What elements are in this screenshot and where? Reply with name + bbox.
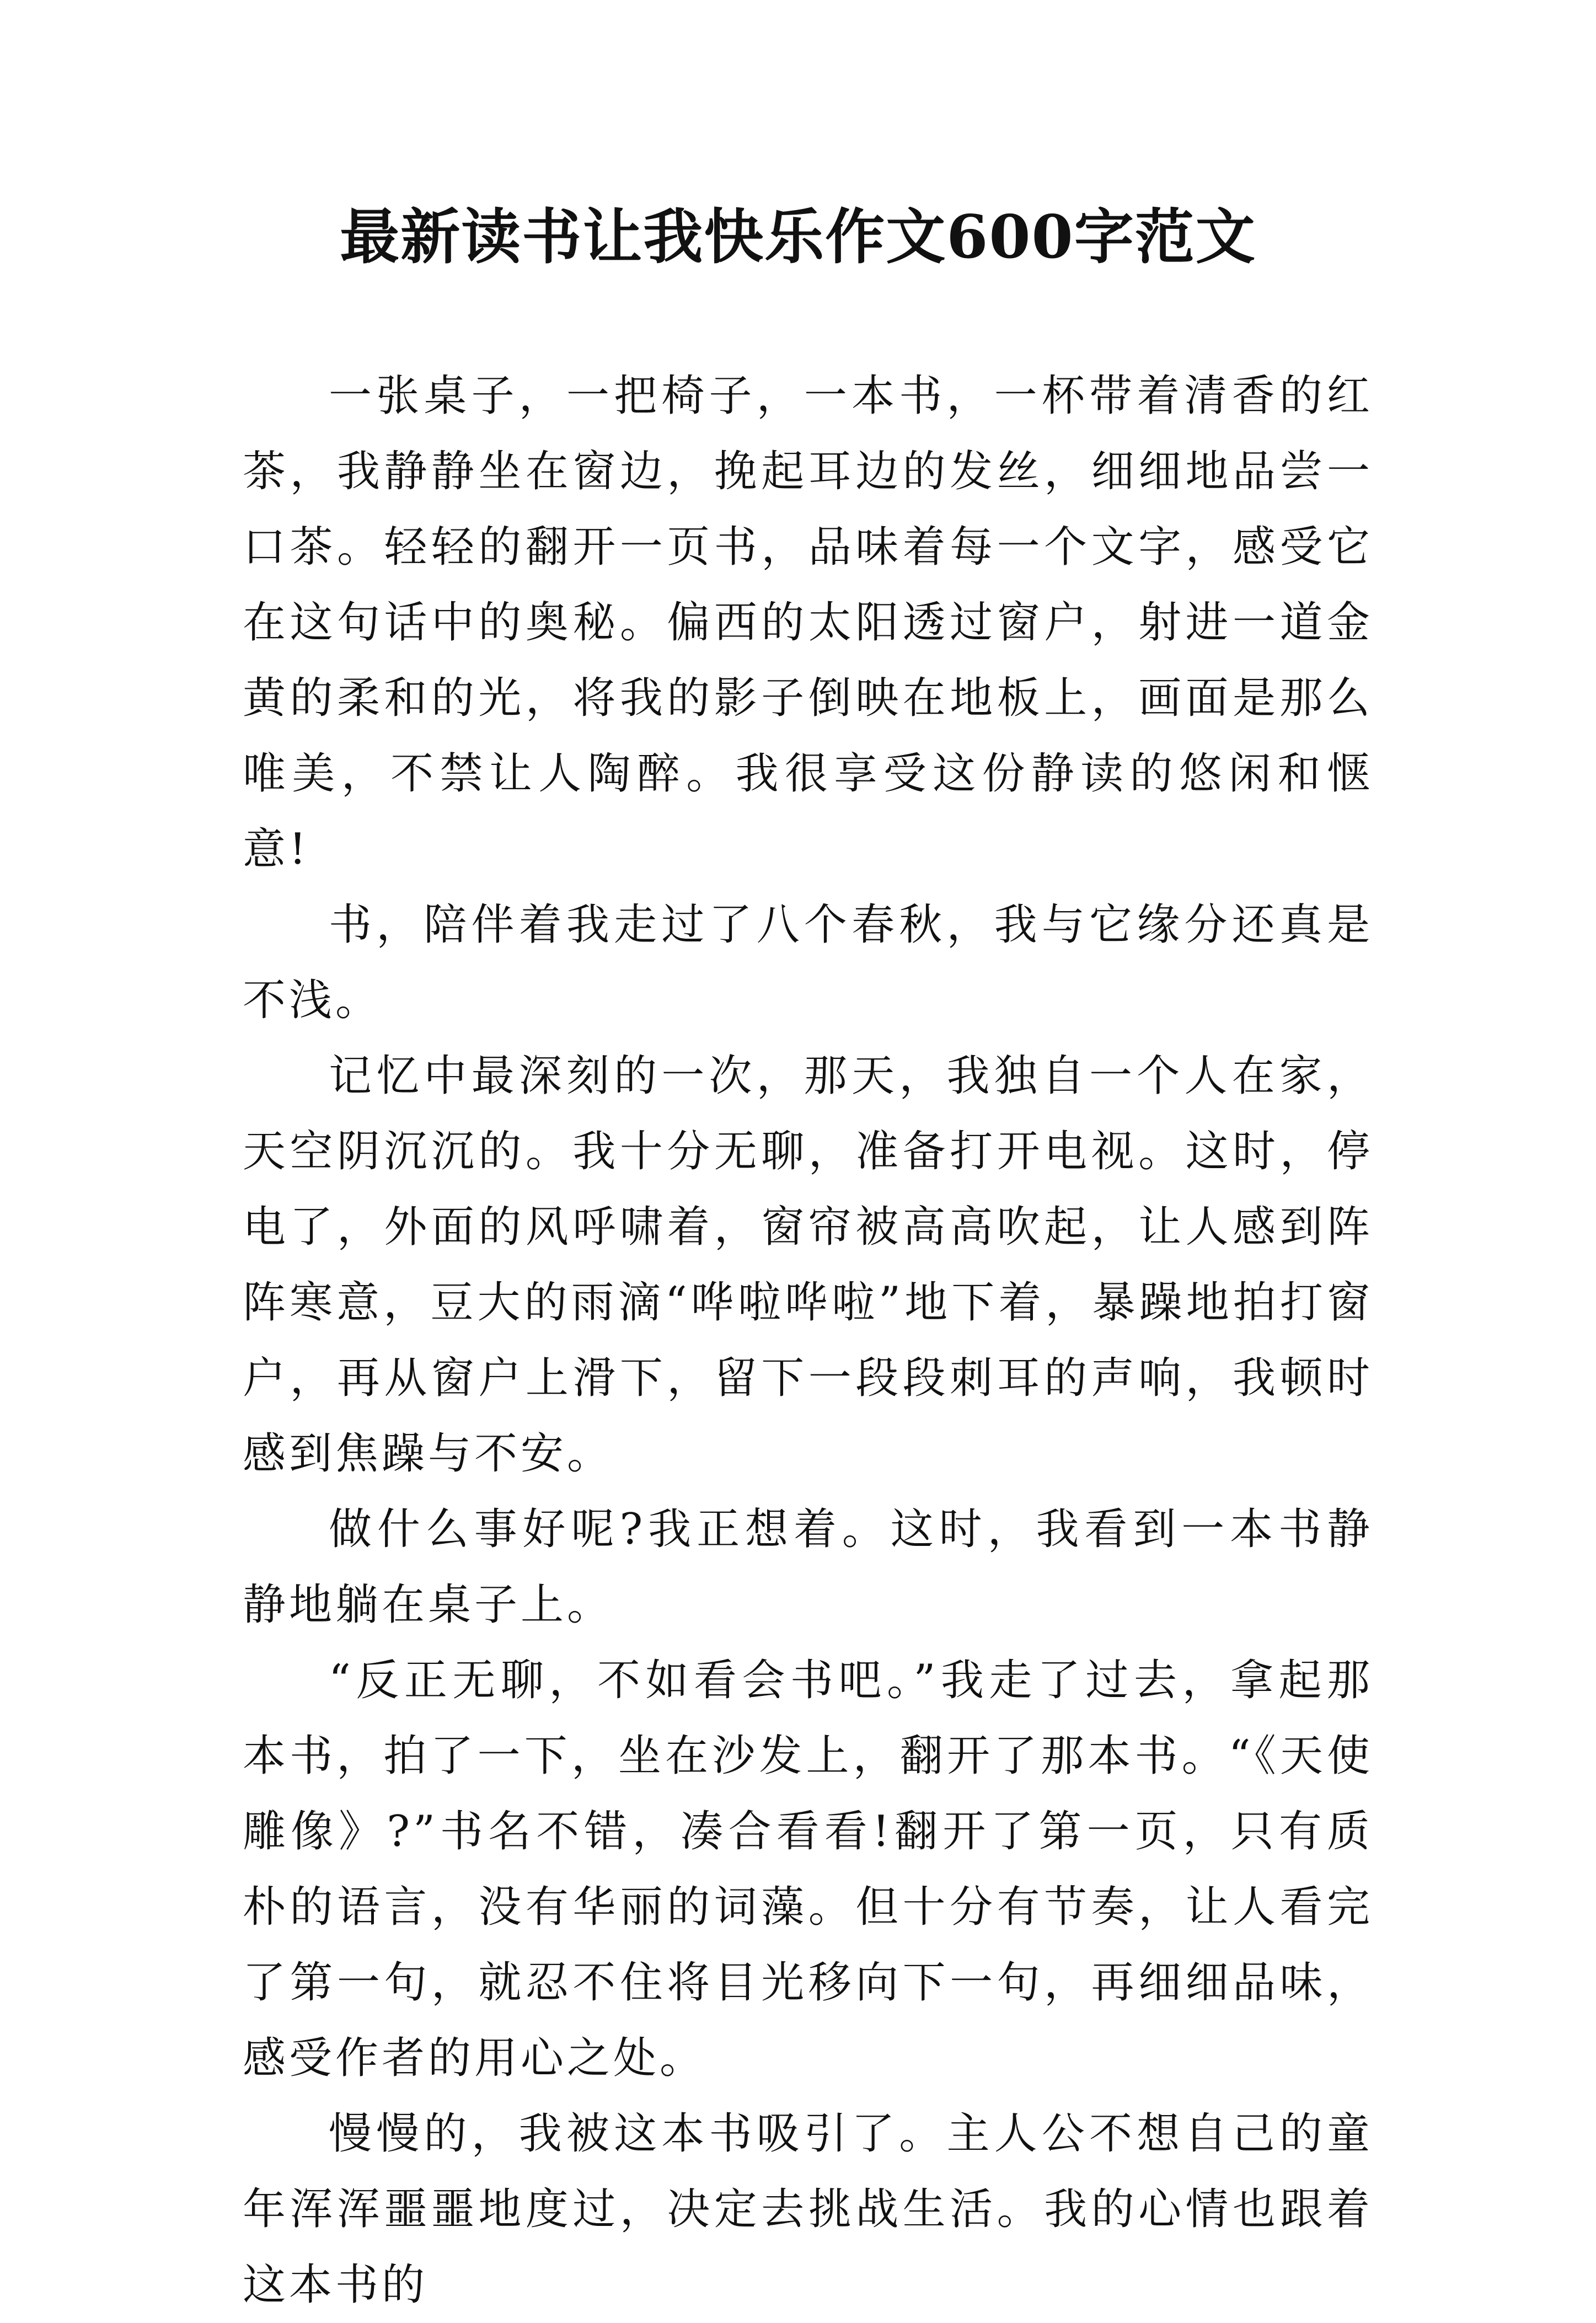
paragraph: 书，陪伴着我走过了八个春秋，我与它缘分还真是不浅。 (243, 900, 1373, 1025)
paragraph: 做什么事好呢?我正想着。这时，我看到一本书静静地躺在桌子上。 (243, 1505, 1373, 1630)
paragraph: “反正无聊，不如看会书吧。”我走了过去，拿起那本书，拍了一下，坐在沙发上，翻开了那本书。“《天使雕像》?”书名不错，凑合看看!翻开了第一页，只有质朴的语言，没有华丽的词藻。但十分有节奏，让人看完了第一句，就忍不住将目光移向下一句，再细细品味，感受作者的用心之处。 (243, 1656, 1373, 2083)
document-body (243, 358, 1373, 2323)
document-title: 最新读书让我快乐作文600字范文 (340, 202, 1256, 272)
paragraph: 一张桌子，一把椅子，一本书，一杯带着清香的红茶，我静静坐在窗边，挽起耳边的发丝，细细地品尝一口茶。轻轻的翻开一页书，品味着每一个文字，感受它在这句话中的奥秘。偏西的太阳透过窗户，射进一道金黄的柔和的光，将我的影子倒映在地板上，画面是那么唯美，不禁让人陶醉。我很享受这份静读的悠闲和惬意! (243, 371, 1373, 874)
paragraph: 慢慢的，我被这本书吸引了。主人公不想自己的童年浑浑噩噩地度过，决定去挑战生活。我的心情也跟着这本书的 (243, 2109, 1373, 2310)
paragraph: 记忆中最深刻的一次，那天，我独自一个人在家，天空阴沉沉的。我十分无聊，准备打开电视。这时，停电了，外面的风呼啸着，窗帘被高高吹起，让人感到阵阵寒意，豆大的雨滴“哗啦哗啦”地下着，暴躁地拍打窗户，再从窗户上滑下，留下一段段刺耳的声响，我顿时感到焦躁与不安。 (243, 1051, 1373, 1479)
